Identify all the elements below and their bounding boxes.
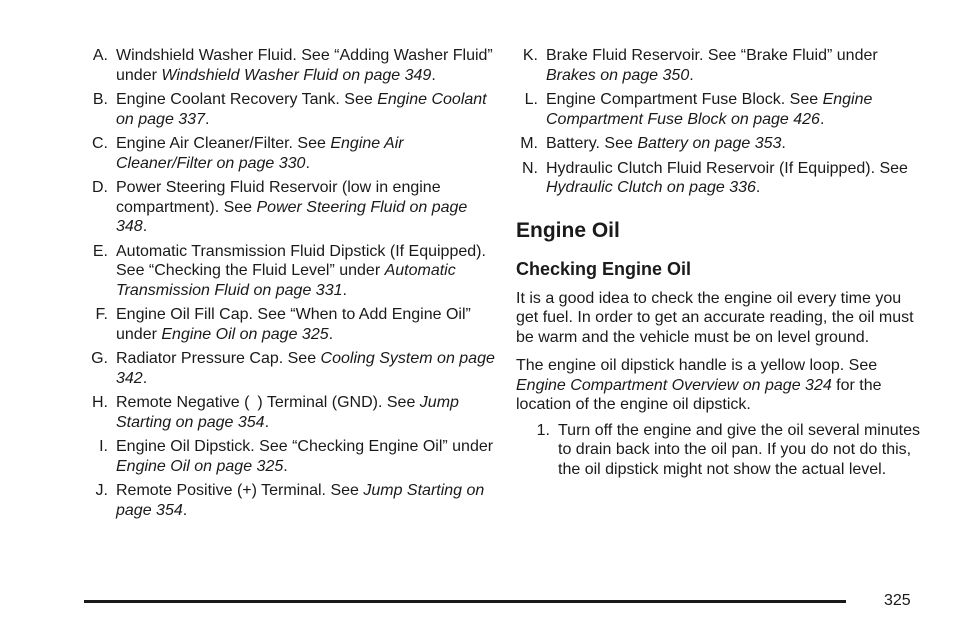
- page-reference: Engine Oil on page 325: [161, 325, 329, 343]
- text-run: Battery. See: [546, 135, 638, 152]
- item-letter: I.: [99, 438, 108, 455]
- component-item: [508, 159, 926, 198]
- section-title: Engine Oil: [516, 218, 620, 242]
- item-letter: J.: [95, 482, 108, 499]
- step-item: [508, 421, 926, 480]
- right-column: [508, 46, 926, 479]
- text-run: .: [342, 281, 347, 299]
- text-run: for the location of the engine oil dipstick.: [516, 376, 882, 413]
- item-letter: L.: [524, 91, 538, 108]
- text-run: Radiator Pressure Cap. See: [116, 350, 321, 367]
- text-run: Brake Fluid Reservoir. See “Brake Fluid” under: [546, 47, 878, 64]
- text-run: .: [142, 369, 148, 387]
- component-item: [508, 90, 926, 129]
- text-run: Engine Oil Dipstick. See “Checking Engine Oil” under: [116, 438, 494, 455]
- page-reference: Engine Coolant on page 337: [116, 91, 487, 128]
- page-reference: Jump Starting on page 354: [116, 482, 485, 519]
- text-run: .: [142, 218, 148, 235]
- component-item: [78, 393, 498, 432]
- item-text: [546, 90, 926, 129]
- component-list-left: [78, 46, 498, 520]
- step-number: 1.: [536, 421, 550, 439]
- component-list-right: [508, 46, 926, 198]
- component-item: [78, 90, 498, 129]
- item-letter: B.: [92, 91, 108, 108]
- item-text: [116, 242, 498, 301]
- text-run: .: [328, 325, 334, 343]
- text-run: The engine oil dipstick handle is a yellow loop. See: [516, 357, 878, 374]
- item-text: [116, 349, 498, 388]
- text-run: Engine Air Cleaner/Filter. See: [116, 135, 331, 152]
- text-run: .: [305, 154, 310, 172]
- component-item: [78, 46, 498, 85]
- text-run: Automatic Transmission Fluid Dipstick (If Equipped). See “Checking the Fluid Level” under: [116, 242, 486, 279]
- item-letter: M.: [520, 135, 538, 152]
- item-text: [546, 159, 926, 198]
- page-reference: Brakes on page 350: [546, 66, 690, 84]
- page-number: 325: [884, 592, 911, 609]
- text-run: .: [283, 457, 288, 475]
- component-item: [508, 46, 926, 85]
- component-item: [78, 305, 498, 344]
- page-reference: Windshield Washer Fluid on page 349: [161, 66, 432, 84]
- text-run: Remote Positive (+) Terminal. See: [116, 482, 364, 499]
- component-item: [78, 349, 498, 388]
- item-text: [116, 393, 498, 432]
- item-letter: F.: [95, 306, 108, 323]
- item-text: [116, 90, 498, 129]
- text-run: .: [689, 66, 694, 84]
- text-run: .: [819, 110, 825, 128]
- text-run: Remote Negative ( ) Terminal (GND). See: [116, 394, 420, 411]
- page-reference: Engine Compartment Overview on page 324: [516, 376, 832, 394]
- text-run: Hydraulic Clutch Fluid Reservoir (If Equipped). See: [546, 159, 908, 177]
- page-reference: Battery on page 353: [637, 135, 782, 152]
- page-reference: Hydraulic Clutch on page 336: [546, 179, 756, 196]
- text-run: Engine Oil Fill Cap. See “When to Add Engine Oil” under: [116, 306, 471, 343]
- page-reference: Power Steering Fluid on page 348: [116, 198, 468, 235]
- paragraph-2: [516, 356, 926, 415]
- item-text: [546, 134, 926, 154]
- page-reference: Automatic Transmission Fluid on page 331: [116, 262, 456, 299]
- item-letter: D.: [92, 179, 108, 196]
- item-text: [116, 46, 498, 85]
- text-run: .: [431, 66, 436, 84]
- page-reference: Jump Starting on page 354: [116, 394, 459, 431]
- text-run: Engine Coolant Recovery Tank. See: [116, 91, 378, 108]
- component-item: [78, 242, 498, 301]
- text-run: Windshield Washer Fluid. See “Adding Washer Fluid” under: [116, 47, 493, 84]
- component-item: [78, 134, 498, 173]
- text-run: Engine Compartment Fuse Block. See: [546, 91, 823, 108]
- page-reference: Engine Oil on page 325: [116, 457, 284, 475]
- paragraph-1: It is a good idea to check the engine oil every time you get fuel. In order to get an accurate reading, the oil must be warm and the vehicle must be on level ground.: [516, 289, 914, 346]
- text-run: .: [204, 110, 210, 128]
- steps-list: [508, 421, 926, 480]
- item-letter: E.: [92, 242, 108, 260]
- item-letter: H.: [92, 394, 108, 411]
- component-item: [78, 437, 498, 476]
- left-column: [78, 46, 498, 525]
- page-reference: Engine Compartment Fuse Block on page 426: [546, 91, 873, 128]
- item-letter: A.: [92, 47, 108, 64]
- section-subtitle: Checking Engine Oil: [516, 258, 692, 279]
- text-run: .: [264, 413, 270, 431]
- footer-rule: [84, 600, 846, 603]
- page-reference: Engine Air Cleaner/Filter on page 330: [116, 135, 404, 172]
- item-letter: C.: [92, 135, 108, 152]
- item-letter: G.: [91, 350, 108, 367]
- text-run: .: [781, 135, 786, 152]
- item-text: [116, 134, 498, 173]
- text-run: Power Steering Fluid Reservoir (low in engine compartment). See: [116, 179, 441, 216]
- item-text: [116, 178, 498, 237]
- component-item: [78, 178, 498, 237]
- item-text: [116, 481, 498, 520]
- page-reference: Cooling System on page 342: [116, 350, 495, 387]
- item-text: [116, 437, 498, 476]
- component-item: [508, 134, 926, 154]
- text-run: .: [755, 179, 761, 196]
- component-item: [78, 481, 498, 520]
- step-text: Turn off the engine and give the oil several minutes to drain back into the oil pan. If you do not do this, the oil dipstick might not show the actual level.: [558, 421, 920, 478]
- text-run: .: [182, 501, 188, 519]
- item-letter: N.: [522, 159, 538, 177]
- item-text: [116, 305, 498, 344]
- item-text: [546, 46, 926, 85]
- item-letter: K.: [522, 47, 538, 64]
